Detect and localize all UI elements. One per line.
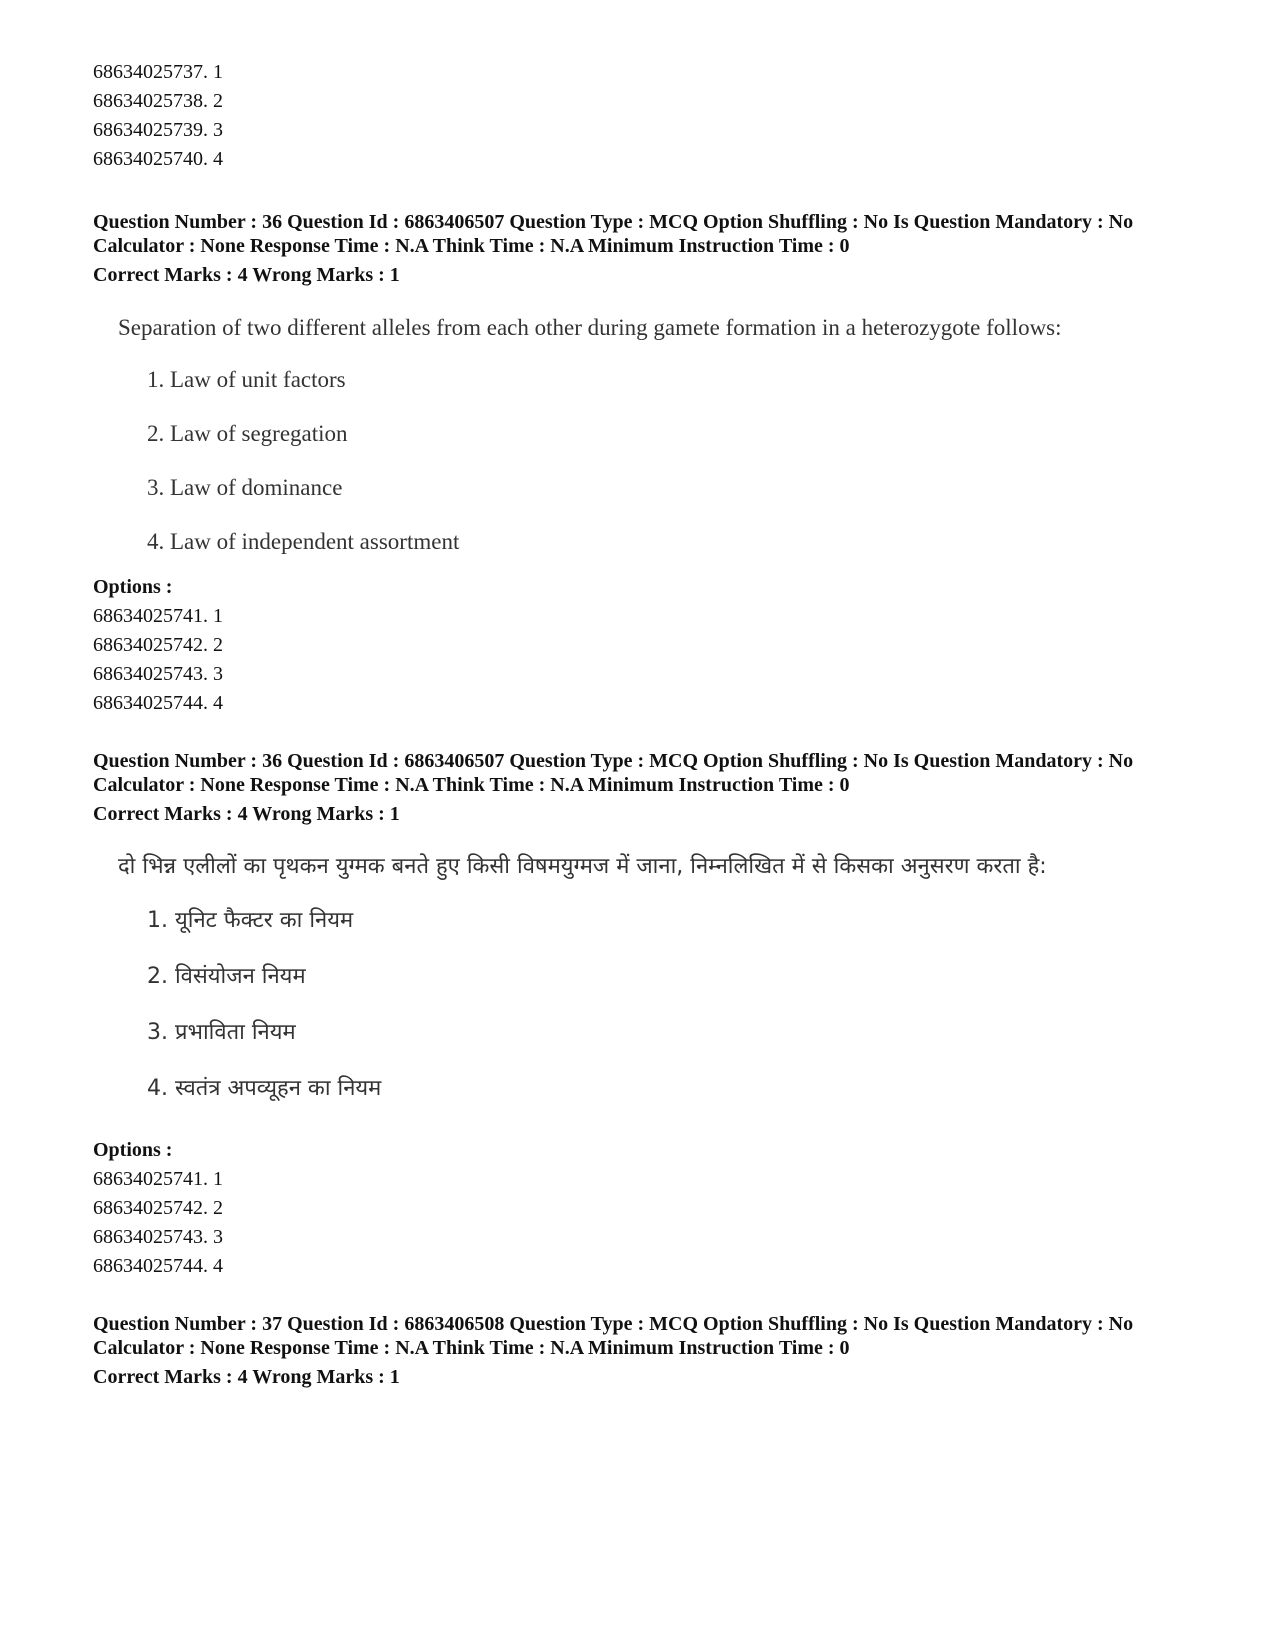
option-item: 68634025742. 2 — [93, 1197, 223, 1219]
option-item: 68634025742. 2 — [93, 634, 223, 656]
answer-choice: 4. स्वतंत्र अपव्यूहन का नियम — [147, 1076, 382, 1101]
question-header — [93, 749, 1203, 826]
answer-choice: 2. विसंयोजन नियम — [147, 964, 306, 989]
question-header — [93, 1312, 1203, 1389]
option-item: 68634025744. 4 — [93, 692, 223, 714]
answer-choice: 4. Law of independent assortment — [147, 529, 460, 554]
question-header — [93, 210, 1203, 287]
question-body — [118, 851, 1047, 1105]
options-list — [93, 573, 223, 718]
option-item: 68634025737. 1 — [93, 61, 223, 83]
question-marks: Correct Marks : 4 Wrong Marks : 1 — [93, 803, 400, 825]
previous-options-list — [93, 58, 223, 174]
answer-choice: 1. Law of unit factors — [147, 367, 346, 392]
options-list — [93, 1136, 223, 1281]
question-marks: Correct Marks : 4 Wrong Marks : 1 — [93, 264, 400, 286]
question-meta: Question Number : 37 Question Id : 6863406508 Question Type : MCQ Option Shuffling : No Is Question Mandatory : No Calculator : None Response Time : N.A Think Time : N.A Minimum Instruction Time : 0 — [93, 1313, 1134, 1359]
option-item: 68634025739. 3 — [93, 119, 223, 141]
option-item: 68634025743. 3 — [93, 663, 223, 685]
question-marks: Correct Marks : 4 Wrong Marks : 1 — [93, 1366, 400, 1388]
answer-choice: 3. Law of dominance — [147, 475, 343, 500]
question-stem: दो भिन्न एलीलों का पृथकन युग्मक बनते हुए किसी विषमयुग्मज में जाना, निम्नलिखित में से किसका अनुसरण करता है: — [118, 854, 1047, 879]
answer-choice: 2. Law of segregation — [147, 421, 348, 446]
option-item: 68634025743. 3 — [93, 1226, 223, 1248]
option-item: 68634025741. 1 — [93, 1168, 223, 1190]
option-item: 68634025740. 4 — [93, 148, 223, 170]
question-body — [118, 313, 1062, 557]
option-item: 68634025744. 4 — [93, 1255, 223, 1277]
options-label: Options : — [93, 576, 173, 598]
options-label: Options : — [93, 1139, 173, 1161]
question-stem: Separation of two different alleles from each other during gamete formation in a heterozygote follows: — [118, 315, 1062, 340]
question-meta: Question Number : 36 Question Id : 6863406507 Question Type : MCQ Option Shuffling : No Is Question Mandatory : No Calculator : None Response Time : N.A Think Time : N.A Minimum Instruction Time : 0 — [93, 211, 1134, 257]
option-item: 68634025738. 2 — [93, 90, 223, 112]
answer-choice: 1. यूनिट फैक्टर का नियम — [147, 908, 354, 933]
answer-choice: 3. प्रभाविता नियम — [147, 1020, 296, 1045]
option-item: 68634025741. 1 — [93, 605, 223, 627]
question-meta: Question Number : 36 Question Id : 6863406507 Question Type : MCQ Option Shuffling : No Is Question Mandatory : No Calculator : None Response Time : N.A Think Time : N.A Minimum Instruction Time : 0 — [93, 750, 1134, 796]
